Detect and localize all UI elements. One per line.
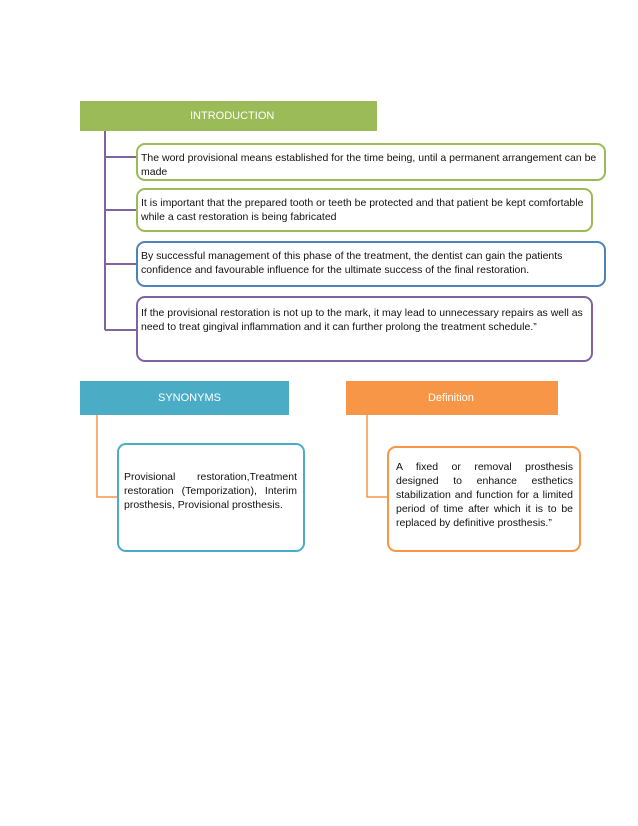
definition-header [346,381,558,415]
definition-title: Definition [428,392,474,404]
intro-card-3-text: By successful management of this phase of the treatment, the dentist can gain the patients confidence and favourable influence for the ultimate success of the final restoration. [141,250,563,276]
intro-card-1 [136,143,606,181]
intro-card-2 [136,188,593,232]
intro-card-4 [136,296,593,362]
intro-card-2-text: It is important that the prepared tooth or teeth be protected and that patient be kept comfortable while a cast restoration is being fabricated [141,197,584,223]
definition-text: A fixed or removal prosthesis designed to enhance esthetics stabilization and function for a limited period of time after which it is to be replaced by definitive prosthesis.” [396,461,573,529]
intro-card-1-text: The word provisional means established for the time being, until a permanent arrangement can be made [141,152,597,178]
synonyms-header [80,381,289,415]
synonyms-text: Provisional restoration,Treatment restoration (Temporization), Interim prosthesis, Provisional prosthesis. [124,471,297,511]
synonyms-card [117,443,305,552]
synonyms-title: SYNONYMS [158,392,221,404]
intro-card-3 [136,241,606,287]
introduction-title: INTRODUCTION [190,110,275,122]
definition-card [387,446,581,552]
intro-card-4-text: If the provisional restoration is not up to the mark, it may lead to unnecessary repairs as well as need to treat gingival inflammation and it can further prolong the treatment schedule.” [141,307,583,333]
